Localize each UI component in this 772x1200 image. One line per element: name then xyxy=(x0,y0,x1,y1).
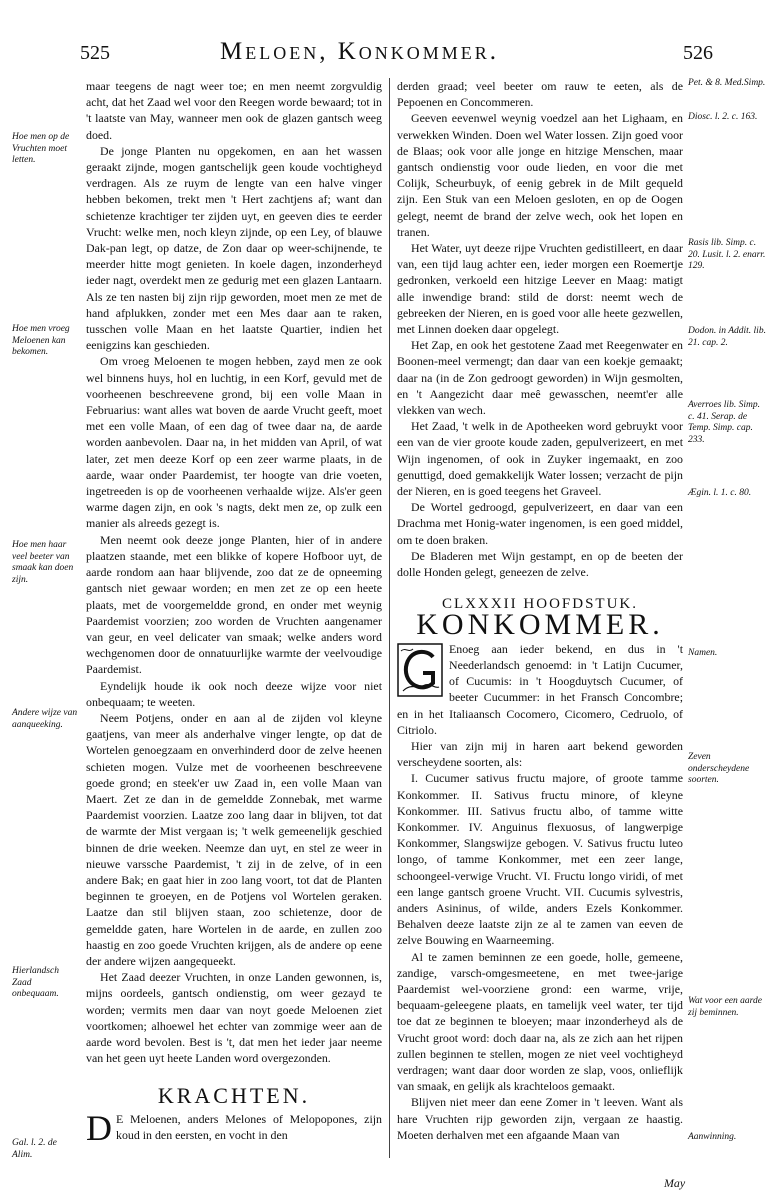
margin-note: Wat voor een aarde zij beminnen. xyxy=(688,996,762,1018)
margin-note: Hierlandsch Zaad onbequaam. xyxy=(12,966,59,999)
margin-note: Ægin. l. 1. c. 80. xyxy=(688,488,752,498)
column-divider xyxy=(389,78,390,1158)
catchword: May xyxy=(664,1176,686,1190)
paragraph: Het Zap, en ook het gestotene Zaad met Reegenwater en Boonen-meel vermengt; dan daar van een koekje gemaakt; daar na (in de Zon gedroogt geworden) in Wijn gesmolten, en 't Aangezicht daar meê gewasschen, neemt'er alle vlekken van wech. xyxy=(397,338,683,418)
chapter-title: KONKOMMER. xyxy=(416,607,664,641)
paragraph-text: E Meloenen, anders Melones of Melopopones, zijn koud in den eersten, en vocht in den xyxy=(116,1111,382,1142)
paragraph: I. Cucumer sativus fructu majore, of groote tamme Konkommer. II. Sativus fructu minore, of kleyne Konkommer. III. Sativus fructu albo, of tamme witte Konkommer. IV. Anguinus flexuosus, of langwerpige Konkommer, Slangswijze gebogen. V. Sativus fructu luteo longo, of tamme Konkommer, met een zeer lange, schoongeel-verwige Vrucht. VI. Fructu longo viridi, of met een lange gantsch groene Vrucht. VII. Cucumis sylvestris, anders Asininus, of wilde, anders Ezels Konkommer. Behalven deeze laatste zijn ze al te zamen van eeven de zelve Bouwing en Waarneeming. xyxy=(397,771,683,948)
margin-note: Pet. & 8. Med.Simp. xyxy=(688,78,766,88)
right-column xyxy=(397,78,683,1143)
paragraph: Hier van zijn mij in haren aart bekend geworden verscheydene soorten, als: xyxy=(397,738,683,770)
margin-note: Gal. l. 2. de Alim. xyxy=(12,1138,57,1160)
paragraph: Al te zamen beminnen ze een goede, holle, gemeene, zandige, varsch-omgesmeetene, en met twee-jarige Paardemist wel-voorziene grond: een warme, vrije, bequaam-geleegene plaats, en tamelijk veel water, ter tijd toe dat ze beginnen te bloeyen; maar inzonderheyd als de Vrucht groot word: doch daar na, als ze zich aan het rijpen zullen beginnen te stellen, mogen ze niet veel vochtigheyd verdragen; want daar door worden ze slap, voos, onlieflijk van smaak, en gelijk als krachteloos gemaakt. xyxy=(397,949,683,1094)
paragraph: De jonge Planten nu opgekomen, en aan het wassen geraakt zijnde, mogen gantschelijk geen koude vochtigheyd verdragen. Als ze ruym de lengte van een halve vinger hebben bekomen, trekt men 't Hert zachtjens af; want dan schietenze krachtiger ter zijden uyt, en geeven dies te eerder Vrucht: welke men, noch kleyn zijnde, op een Ley, of blauwe Dak-pan legt, op datze, de Zon daar op weer-schijnende, te meerder hitte mogt genieten. In koele dagen, inzonderheyd ieder nagt, overdekt men ze gedurig met een glazen Lantaarn. Als ze ten nasten bij zijn rijp geworden, moet men ze met de hand afplukken, zonder met een Mes daar aan te raken, tusschen volle Maan en het laatste Quartier, indien het eenigzins kan geschieden. xyxy=(86,143,382,353)
margin-note: Diosc. l. 2. c. 163. xyxy=(688,112,758,122)
margin-note: Andere wijze van aanqueeking. xyxy=(12,708,78,730)
paragraph xyxy=(397,641,683,738)
paragraph xyxy=(86,1107,382,1148)
margin-note: Hoe men haar veel beeter van smaak kan doen zijn. xyxy=(12,540,74,585)
margin-note: Namen. xyxy=(688,648,718,658)
paragraph: maar teegens de nagt weer toe; en men neemt zorgvuldig acht, dat het Zaad wel voor den Reegen worde bewaard; tot in 't laatste van May, wanneer men ook de glazen gantsch weeg doed. xyxy=(86,79,382,142)
margin-note: Hoe men op de Vruchten moet letten. xyxy=(12,132,70,165)
paragraph: Geeven eevenwel weynig voedzel aan het Lighaam, en verwekken Winden. Doen wel Water lossen. Zijn goed voor de Blaas; ook voor alle jonge en hitzige Menschen, maar gantsch ondienstig voor oude lieden, en voor die met Colijk, Scheurbuyk, of eenig gebrek in de Milt gequeld zijn. Een Stuk van een Meloen gesloten, en op de Oogen gelegt, neemt de brand der zelve wech, ook het lopen en tranen. xyxy=(397,111,683,239)
paragraph: De Bladeren met Wijn gestampt, en op de beeten der dolle Honden gelegt, geneezen de zelve. xyxy=(397,548,683,580)
margin-note: Zeven onderscheydene soorten. xyxy=(688,752,750,785)
paragraph: derden graad; veel beeter om rauw te eeten, als de Pepoenen en Concommeren. xyxy=(397,79,683,110)
paragraph-text: Enoeg aan ieder bekend, en dus in 't Neederlandsch genoemd: in 't Latijn Cucumer, of Cucumis: in 't Hoogduytsch Cucumer, of beeter Cucummer: in het Fransch Concombre; en in het Italiaansch Cocomero, Cicomero, Cedruolo, of Citriolo. xyxy=(397,641,683,737)
section-heading: KRACHTEN. xyxy=(157,1083,311,1109)
page-header xyxy=(0,34,772,74)
margin-note: Dodon. in Addit. lib. 21. cap. 2. xyxy=(688,326,766,348)
running-title: Meloen, Konkommer. xyxy=(220,38,500,65)
drop-cap: D xyxy=(86,1107,112,1148)
paragraph: Het Zaad deezer Vruchten, in onze Landen gewonnen, is, mijns oordeels, gantsch ondienstig, om weer gezayd te worden; vermits men daar van noyt goede Meloenen ziet voortkomen; alhoewel het echter van zommige weer aan de aarde word bevolen. Best is 't, dat men het ieder jaar neeme van het geen uyt heete Landen word overgezonden. xyxy=(86,970,382,1066)
margin-note: Averroes lib. Simp. c. 41. Serap. de Temp. Simp. cap. 233. xyxy=(688,400,760,445)
margin-note: Hoe men vroeg Meloenen kan bekomen. xyxy=(12,324,70,357)
paragraph: Het Water, uyt deeze rijpe Vruchten gedistilleert, en daar van, een tijd laug achter een, ieder morgen een Roemertje gedronken, verkoeld een hitzige Leever en Maag: matigt alle inwendige brand: stild de dorst: neemt wech de gebreeken der Nieren, en is goed voor alle heete gezwellen, met Linnen doeken daar opgelegt. xyxy=(397,241,683,337)
paragraph: Om vroeg Meloenen te mogen hebben, zayd men ze ook wel binnens huys, hol en luchtig, in een Korf, gevuld met de voorheenen beschreevene grond, bij een volle Maan in Februarius: want alles wat boven de aarde Vrucht geeft, moet met een volle Maan, of een dag of twee daar na, de aarde worden aanbevolen. Daar na, in het midden van April, of wat later, zet men deeze Korf op een zeer warme plaats, in de aarde, waar onder Paardemist, ter hoogte van drie voeten, ingetreeden is op de voorheenen verhaalde wijze. Als'er geen warme dagen zijn, en ook 's nagts, dekt men ze, op zulk een manier als alreeds gezegt is. xyxy=(86,354,382,531)
ornamental-initial-g-icon xyxy=(397,643,443,697)
left-page-number: 525 xyxy=(80,42,110,64)
margin-note: Aanwinning. xyxy=(688,1132,737,1142)
left-column xyxy=(86,78,382,1148)
right-page-number: 526 xyxy=(683,42,713,64)
paragraph: Eyndelijk houde ik ook noch deeze wijze voor niet onbequaam; te weeten. xyxy=(86,678,382,709)
paragraph: Het Zaad, 't welk in de Apotheeken word gebruykt voor een van de vier groote koude zaden, gepulverizeert, en met Wijn ingenomen, of ook in Zuyker ingemaakt, en zoo genuttigd, doed gemakkelijk Water lossen; verzacht de pijn der Nieren, en is goed teegens het Graveel. xyxy=(397,419,683,499)
margin-note: Rasis lib. Simp. c. 20. Lusit. l. 2. enarr. 129. xyxy=(688,238,766,271)
paragraph: Men neemt ook deeze jonge Planten, hier of in andere plaatzen staande, met een blikke of kopere Hofboor uyt, de aarde rondom aan haar blijvende, zoo dat ze de opneeming gantsch niet gewaar worden; en men zet ze op een heete plaats, met de voorgemeldde grond, en onder met weynig Paardemist voorzien; zoo worden de Vruchten aangenamer van geur, en veel delicater van smaak; welke anders word wechgenomen door de onnatuurlijke warmte der veelvoudige Paardemist. xyxy=(86,532,382,677)
paragraph: Blijven niet meer dan eene Zomer in 't leeven. Want als hare Vruchten rijp geworden zijn, vergaan ze haastig. Moeten derhalven met een afgaande Maan van xyxy=(397,1095,683,1142)
paragraph: De Wortel gedroogd, gepulverizeert, en daar van een Drachma met Honig-water ingenomen, is een goed middel, om te doen braken. xyxy=(397,500,683,547)
paragraph: Neem Potjens, onder en aan al de zijden vol kleyne gaatjens, van meer als anderhalve vinger lengte, op dat de Wortelen genoegzaam en onverhinderd door de zelve heenen schieten mogen. Vulze met de voorheenen beschreevene goede grond; en steek'er uw Zaad in, een volle Maan van Maert. Zet ze dan in de gemeldde Zonnebak, met warme Paardemist voorzien. Laatze zoo lang daar in blijven, tot dat de warmte der Mist vergaan is; 't welk gemeenelijk geschied binnen de drie weeken. Neemze dan uyt, en stel ze weer in nieuwe varssche Paardemist, 't zij in de zelve, of in een andere Bak; en gaat hier in zoo lang voort, tot dat de Planten beginnen te groeyen, en de Potjens vol Wortelen geraken. Laatze dan stil blijven staan, zoo schietenze, door de gemeldde gaten, hare Wortelen in de aarde, en zullen zoo haastig en zoo goede Vruchten krijgen, als de andere op eene der andere wijzen aangequeekt. xyxy=(86,710,382,968)
chapter-number: CLXXXII HOOFDSTUK. xyxy=(442,596,638,613)
